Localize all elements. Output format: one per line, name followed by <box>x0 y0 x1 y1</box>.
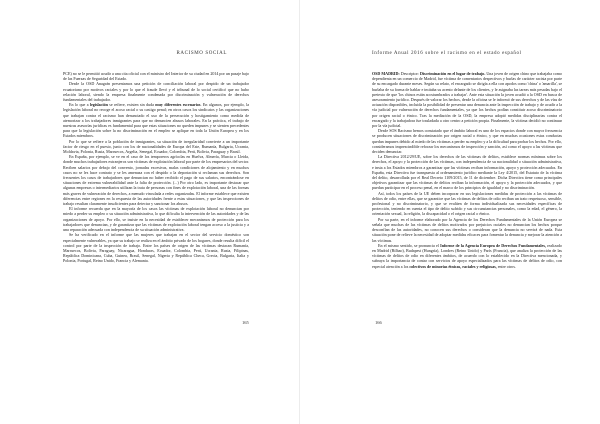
paragraph: Desde SOS Racismo hemos constatado que el ámbito laboral es uno de los espacios donde con mayor frecuencia se producen situaciones de discriminación por origen racial o étnico, y que en muchas ocasiones estas conductas quedan impunes debido al miedo de las víctimas a perder su empleo y a la dificultad para probar los hechos. Por ello, consideramos imprescindible reforzar los mecanismos de inspección y sanción, así como el apoyo a las víctimas que deciden denunciar. <box>372 128 562 155</box>
paragraph: El informe recuerda que en la mayoría de los casos las víctimas de explotación laboral no denuncian por miedo a perder su empleo o su situación administrativa, lo que dificulta la intervención de las autoridades y de las organizaciones de apoyo. Por ello, se insiste en la necesidad de establecer mecanismos de protección para los trabajadores que denuncian, y de garantizar que las víctimas de explotación laboral tengan acceso a la justicia y a una reparación adecuada con independencia de su situación administrativa. <box>63 206 249 233</box>
paragraph: En el mismo sentido, se pronuncia el Informe de la Agencia Europea de Derechos Fundamentales, realizado en Madrid (Bilbao), Budapest (Hungría), Londres (Reino Unido) y París (Francia), que analiza la protección de las víctimas de delitos de odio en diferentes ámbitos, de acuerdo con lo establecido en la Directiva mencionada, y subraya la importancia de contar con servicios de apoyo especializados para las víctimas de delitos de odio, con especial atención a los colectivos de minorías étnicas, raciales y religiosas, entre otros. <box>372 242 562 269</box>
paragraph: Se ha verificado en el informe que las mujeres que trabajan en el sector del servicio doméstico son especialmente vulnerables, ya que su trabajo se realiza en el ámbito privado de los hogares, donde resulta difícil el control por parte de la inspección de trabajo. Entre los países de origen de las víctimas destacan Rumanía, Marruecos, Bolivia, Paraguay, Nicaragua, Honduras, Ecuador, Colombia, Perú, Ucrania, Rusia, Filipinas, República Dominicana, Cuba, Guinea, Brasil, Senegal, Nigeria y República Checa, Grecia, Bulgaria, Italia y Polonia, Portugal, Reino Unido, Francia y Alemania. <box>63 232 249 264</box>
text-column <box>372 71 562 269</box>
right-page <box>300 0 600 424</box>
paragraph: PCE) no se le permitió acudir a una cita oficial con el ministro del Interior de su ciudad en 2014 por un pasaje bajo de las Fuerzas de Seguridad del Estado. <box>63 71 249 82</box>
running-head: Informe Anual 2016 sobre el racismo en el estado español <box>372 51 522 56</box>
paragraph: Desde la OSD Anagrán presentamos una petición de conciliación laboral por despido de un trabajador ecuatoriano por motivos raciales y por lo que el fraude llevó y el tribunal de lo social certificó que no hubo relación laboral, siendo la empresa finalmente condenada por discriminación y vulneración de derechos fundamentales del trabajador. <box>63 81 249 103</box>
paragraph: La Directiva 2012/29/UE, sobre los derechos de las víctimas de delitos, establece normas mínimas sobre los derechos, el apoyo y la protección de las víctimas, con independencia de su nacionalidad o situación administrativa, e insta a los Estados miembros a garantizar que las víctimas reciban información, apoyo y protección adecuados. En España, esta Directiva fue transpuesta al ordenamiento jurídico mediante la Ley 4/2015, del Estatuto de la víctima del delito, desarrollada por el Real Decreto 1109/2015, de 11 de diciembre. Dicha Directiva tiene como principales objetivos garantizar que las víctimas de delitos reciban la información, el apoyo y la protección adecuados, y que puedan participar en el proceso penal, en el marco de los principios de igualdad y no discriminación. <box>372 154 562 191</box>
running-head: RACISMO SOCIAL <box>176 51 227 56</box>
paragraph: Por lo que se refiere a la población de inmigrantes, su situación de irregularidad convierte a un importante factor de riesgo en el puesto, junto con los de nacionalidades de Europa del Este, Rumanía, Bulgaria, Ucrania, Moldavia, Polonia, Rusia, Marruecos, Argelia, Senegal, Ecuador, Colombia, Perú, Bolivia, Paraguay y Brasil. <box>63 138 249 155</box>
paragraph: En España, por ejemplo, se ve en el caso de los temporeros agrícolas en Huelva, Almería, Murcia o Lleida, donde muchos trabajadores extranjeros son víctimas de explotación laboral por parte de los empresarios del sector. Reciben salarios por debajo del convenio, jornadas excesivas, malas condiciones de alojamiento y en muchos casos no se les hace contrato y se les amenaza con el despido o la deportación si reclaman sus derechos. Son frecuentes los casos de trabajadores que denuncian no haber recibido el pago de sus salarios, encontrándose en situaciones de extrema vulnerabilidad ante la falta de protección. (...) Por otro lado, es importante destacar que algunas empresas o intermediarios utilizan la trata de personas con fines de explotación laboral, una de las formas más graves de vulneración de derechos, a menudo vinculada a redes organizadas. El informe establece que existen diferencias entre regiones en la respuesta de las autoridades frente a estas situaciones, y que las inspecciones de trabajo resultan claramente insuficientes para detectar y sancionar los abusos. <box>63 154 249 207</box>
text-column <box>63 71 249 264</box>
paragraph: OSD MADRID: Descriptor: Discriminación en el lugar de trabajo. Una joven de origen chino que trabajaba como dependienta en un comercio de Madrid, fue víctima de comentarios despectivos y burlas de carácter racista por parte de su encargado durante meses. Según su relato, el encargado se dirigía a ella con apodos como 'china' o 'amarilla', se burlaba de su forma de hablar e imitaba su acento delante de los clientes, y le asignaba las tareas más pesadas bajo el pretexto de que 'los chinos están acostumbrados a trabajar'. Ante esta situación la joven acudió a la OSD en busca de asesoramiento jurídico. Después de valorar los hechos, desde la oficina se le informó de sus derechos y de las vías de actuación disponibles, incluida la posibilidad de presentar una denuncia ante la inspección de trabajo y de acudir a la vía judicial por vulneración de derechos fundamentales, ya que los hechos podían constituir acoso discriminatorio por origen racial o étnico. Tras la mediación de la OSD, la empresa adoptó medidas disciplinarias contra el encargado y la trabajadora fue trasladada a otro centro a petición propia. Finalmente, la víctima decidió no continuar por la vía judicial. <box>372 71 562 129</box>
page-number: 165 <box>242 320 249 325</box>
paragraph: En lo que a legislación se refiere, existen sin duda muy diferentes escenarios. En algunos, por ejemplo, la legislación laboral no recoge el acoso racial o su castigo penal; en otros casos los sindicatos y las organizaciones que trabajan contra el racismo han denunciado el uso de la persecución y hostigamiento como medida de atemorizar a los trabajadores inmigrantes para que no denuncien abusos laborales. En la práctica, el trabajo de nuestras asesorías jurídicas es fundamental para que estas situaciones no queden impunes y se sienten precedentes para que la legislación sobre la no discriminación en el empleo se aplique en toda la Unión Europea y en los Estados miembros. <box>63 102 249 139</box>
paragraph: Por su parte, en el informe elaborado por la Agencia de los Derechos Fundamentales de la Unión Europea se señala que muchas de las víctimas de delitos motivados por prejuicios raciales no denuncian los hechos porque desconfían de las autoridades, no conocen sus derechos o consideran que la denuncia no servirá de nada. Esta situación pone de relieve la necesidad de adoptar medidas eficaces para fomentar la denuncia y mejorar la atención a las víctimas. <box>372 216 562 243</box>
paragraph: Así, todos los países de la UE deben incorporar en sus legislaciones medidas de protección a las víctimas de delitos de odio, entre ellas, que se garantice que las víctimas de delitos de odio reciban un trato respetuoso, sensible, profesional y no discriminatorio, y que se evalúen de forma individualizada sus necesidades específicas de protección, teniendo en cuenta el tipo de delito sufrido y sus circunstancias personales, como la edad, el género, la orientación sexual, la religión, la discapacidad o el origen racial o étnico. <box>372 190 562 217</box>
page-number: 166 <box>375 320 382 325</box>
